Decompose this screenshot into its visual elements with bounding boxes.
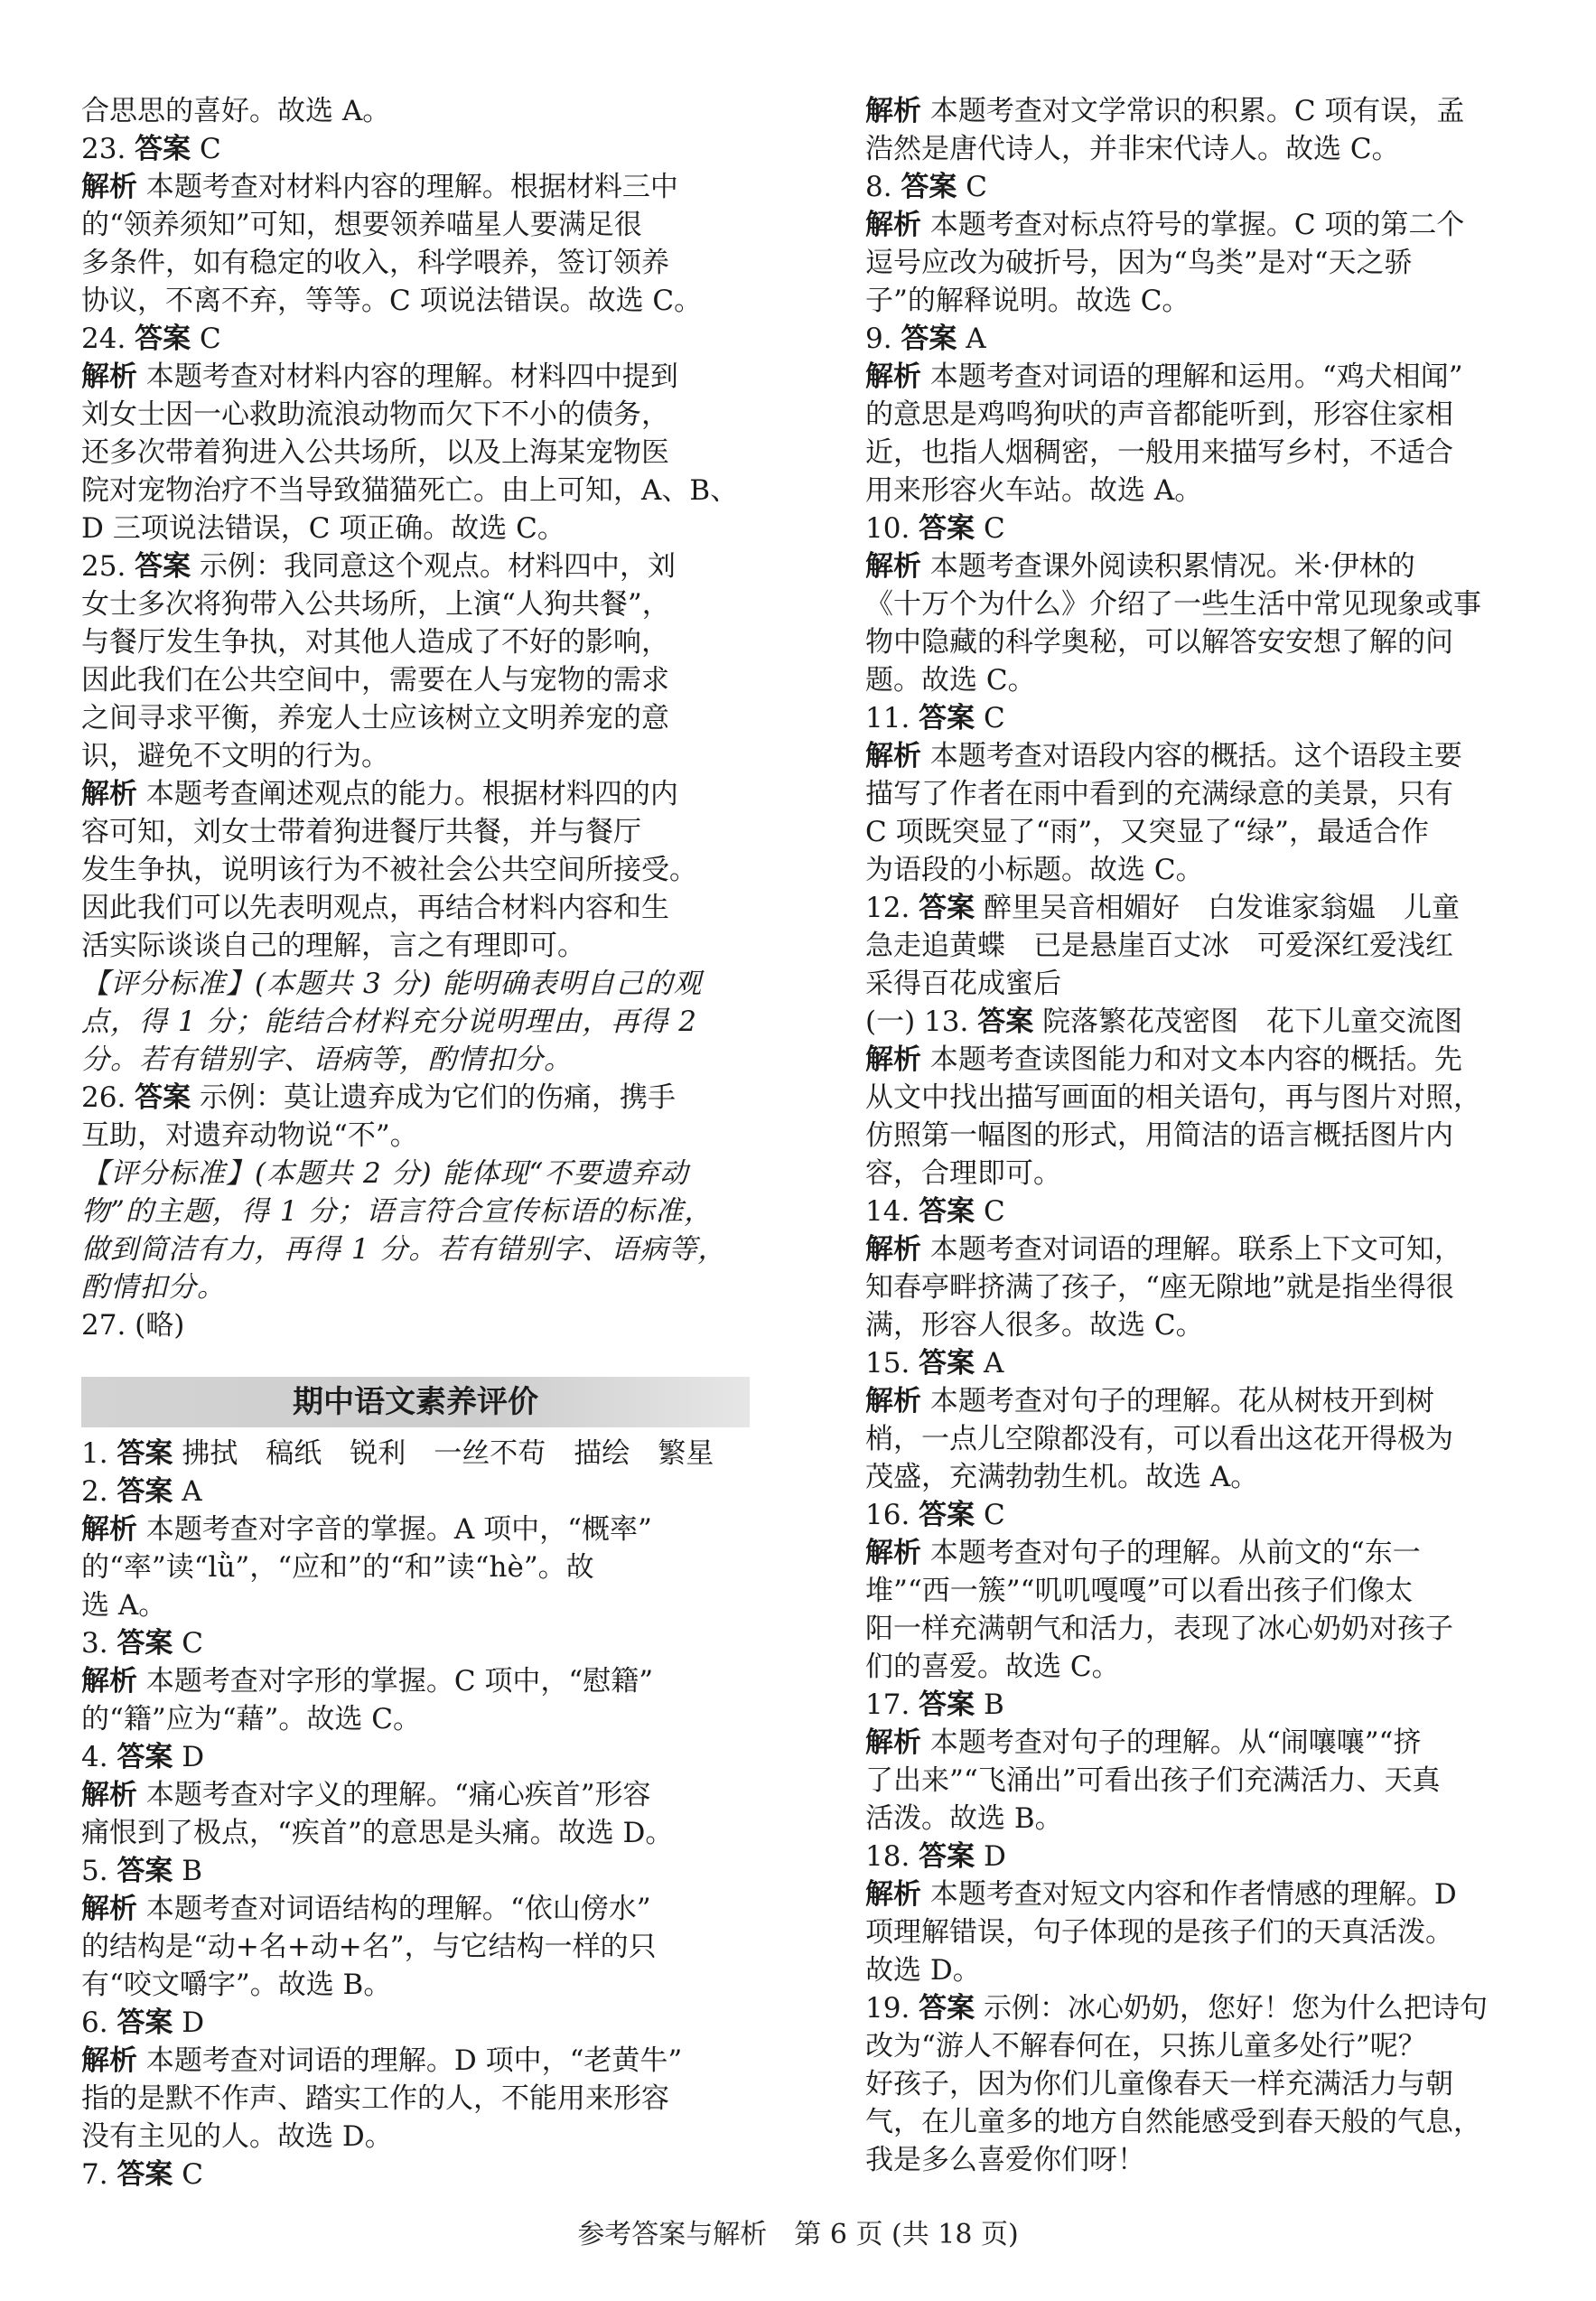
text-line	[865, 547, 1534, 585]
analysis-label: 解析	[81, 2044, 137, 2077]
text-line	[81, 1548, 750, 1586]
line-text: 有“咬文嚼字”。故选 B。	[81, 1969, 392, 2001]
text-line	[865, 1838, 1534, 1875]
text-line	[81, 1511, 750, 1548]
right-column-lines	[865, 92, 1534, 2179]
text-line	[81, 510, 750, 547]
line-text: 示例：莫让遗弃成为它们的伤痛，携手	[200, 1081, 677, 1114]
answer-label: 答案	[901, 323, 957, 355]
answer-label: 答案	[135, 323, 191, 355]
question-number: 14.	[865, 1195, 919, 1228]
text-line	[865, 396, 1534, 434]
line-text: 27. (略)	[81, 1309, 185, 1342]
line-text: 本题考查对句子的理解。从前文的“东一	[929, 1537, 1421, 1569]
left-column-part-2	[81, 1435, 750, 2193]
line-text: 题。故选 C。	[865, 664, 1036, 697]
line-text: 本题考查对词语的理解。D 项中，“老黄牛”	[145, 2044, 683, 2077]
line-text: 《十万个为什么》介绍了一些生活中常见现象或事	[865, 588, 1481, 621]
text-line	[865, 1382, 1534, 1420]
line-text: 痛恨到了极点，“疾首”的意思是头痛。故选 D。	[81, 1817, 674, 1849]
line-text: 院落繁花茂密图 花下儿童交流图	[1042, 1006, 1463, 1038]
line-text: 本题考查对文学常识的积累。C 项有误，孟	[929, 95, 1465, 127]
line-text: C	[984, 702, 1005, 734]
analysis-label: 解析	[865, 1385, 921, 1417]
analysis-label: 解析	[865, 1726, 921, 1759]
line-text: 用来形容火车站。故选 A。	[865, 474, 1203, 507]
text-line	[81, 1155, 750, 1193]
text-line	[81, 1435, 750, 1473]
line-text: C 项既突显了“雨”，又突显了“绿”，最适合作	[865, 816, 1429, 848]
text-line	[865, 1800, 1534, 1838]
line-text: 酌情扣分。	[81, 1271, 226, 1304]
text-line	[865, 2027, 1534, 2065]
text-line	[81, 92, 750, 130]
line-text: 还多次带着狗进入公共场所，以及上海某宠物医	[81, 436, 669, 469]
line-text: 堆”“西一簇”“叽叽嘎嘎”可以看出孩子们像太	[865, 1575, 1414, 1607]
line-text: 本题考查对短文内容和作者情感的理解。D	[929, 1878, 1457, 1911]
line-text: 阳一样充满朝气和活力，表现了冰心奶奶对孩子	[865, 1613, 1453, 1645]
text-line	[865, 92, 1534, 130]
text-line	[81, 1852, 750, 1890]
line-text: 的结构是“动+名+动+名”，与它结构一样的只	[81, 1931, 657, 1963]
line-text: 协议，不离不弃，等等。C 项说法错误。故选 C。	[81, 285, 703, 317]
line-text: 做到简洁有力，再得 1 分。若有错别字、语病等，	[81, 1233, 727, 1266]
text-line	[81, 1624, 750, 1662]
text-line	[865, 965, 1534, 1003]
line-text: 们的喜爱。故选 C。	[865, 1651, 1120, 1683]
line-text: C	[984, 1499, 1005, 1531]
line-text: 示例：冰心奶奶，您好！您为什么把诗句	[984, 1992, 1489, 2025]
text-line	[865, 1989, 1534, 2027]
line-text: 近，也指人烟稠密，一般用来描写乡村，不适合	[865, 436, 1453, 469]
line-text: 拂拭 稿纸 锐利 一丝不苟 描绘 繁星	[182, 1437, 714, 1470]
answer-label: 答案	[135, 1081, 191, 1114]
analysis-label: 解析	[865, 209, 921, 241]
text-line	[865, 1534, 1534, 1572]
text-line	[81, 282, 750, 320]
text-line	[865, 737, 1534, 775]
text-line	[81, 737, 750, 775]
text-line	[865, 1610, 1534, 1648]
line-text: C	[984, 1195, 1005, 1228]
text-line	[81, 661, 750, 699]
line-text: 本题考查对字义的理解。“痛心疾首”形容	[145, 1779, 651, 1811]
line-text: 没有主见的人。故选 D。	[81, 2120, 393, 2153]
line-text: 项理解错误，句子体现的是孩子们的天真活泼。	[865, 1916, 1453, 1949]
line-text: 识，避免不文明的行为。	[81, 740, 389, 772]
question-number: 19.	[865, 1992, 919, 2025]
text-line	[81, 1776, 750, 1814]
text-line	[81, 1890, 750, 1928]
line-text: 【评分标准】(本题共 3 分) 能明确表明自己的观	[81, 968, 703, 1000]
line-text: C	[182, 2158, 204, 2191]
line-text: C	[966, 171, 988, 203]
text-line	[865, 1230, 1534, 1268]
question-number: 12.	[865, 892, 919, 924]
line-text: 的“率”读“lǜ”，“应和”的“和”读“hè”。故	[81, 1551, 594, 1584]
line-text: 故选 D。	[865, 1954, 981, 1987]
text-line	[865, 244, 1534, 282]
text-line	[81, 2080, 750, 2118]
text-line	[865, 1686, 1534, 1724]
text-line	[865, 1155, 1534, 1193]
answer-label: 答案	[117, 2006, 173, 2039]
text-line	[865, 813, 1534, 851]
line-text: 本题考查对词语的理解和运用。“鸡犬相闻”	[929, 360, 1463, 393]
line-text: 为语段的小标题。故选 C。	[865, 854, 1204, 886]
text-line	[81, 1473, 750, 1511]
question-number: 17.	[865, 1688, 919, 1721]
line-text: 女士多次将狗带入公共场所，上演“人狗共餐”，	[81, 588, 670, 621]
text-line	[81, 434, 750, 472]
text-line	[81, 1117, 750, 1155]
text-line	[865, 775, 1534, 813]
text-line	[81, 1586, 750, 1624]
line-text: 的“籍”应为“藉”。故选 C。	[81, 1703, 421, 1735]
line-text: 本题考查对句子的理解。从“闹嚷嚷”“挤	[929, 1726, 1422, 1759]
line-text: 发生争执，说明该行为不被社会公共空间所接受。	[81, 854, 697, 886]
line-text: 因此我们可以先表明观点，再结合材料内容和生	[81, 892, 669, 924]
text-line	[81, 1230, 750, 1268]
text-line	[865, 699, 1534, 737]
line-text: A	[984, 1347, 1004, 1380]
answer-label: 答案	[919, 1347, 975, 1380]
answer-label: 答案	[919, 1195, 975, 1228]
text-line	[81, 1041, 750, 1079]
question-number: 7.	[81, 2158, 117, 2191]
text-line	[81, 889, 750, 927]
line-text: D	[182, 1741, 205, 1773]
answer-label: 答案	[919, 1688, 975, 1721]
text-line	[81, 2118, 750, 2156]
text-line	[81, 2042, 750, 2080]
line-text: 本题考查课外阅读积累情况。米·伊林的	[929, 550, 1415, 583]
question-number: 6.	[81, 2006, 117, 2039]
text-line	[81, 244, 750, 282]
analysis-label: 解析	[81, 778, 137, 810]
line-text: D	[182, 2006, 205, 2039]
answer-label: 答案	[919, 1499, 975, 1531]
answer-label: 答案	[135, 550, 191, 583]
text-line	[865, 1572, 1534, 1610]
text-line	[81, 585, 750, 623]
text-line	[81, 472, 750, 510]
text-line	[865, 320, 1534, 358]
analysis-label: 解析	[865, 95, 921, 127]
line-text: C	[182, 1627, 204, 1660]
text-line	[865, 1079, 1534, 1117]
line-text: 活实际谈谈自己的理解，言之有理即可。	[81, 930, 585, 962]
line-text: 本题考查对句子的理解。花从树枝开到树	[929, 1385, 1434, 1417]
analysis-label: 解析	[81, 1893, 137, 1925]
line-text: 茂盛，充满勃勃生机。故选 A。	[865, 1461, 1259, 1493]
line-text: A	[182, 1475, 202, 1508]
text-line	[81, 927, 750, 965]
text-line	[865, 2103, 1534, 2141]
answer-label: 答案	[117, 2158, 173, 2191]
line-text: 容，合理即可。	[865, 1157, 1061, 1190]
line-text: 互助，对遗弃动物说“不”。	[81, 1119, 418, 1152]
analysis-label: 解析	[865, 1537, 921, 1569]
line-text: 点，得 1 分；能结合材料充分说明理由，再得 2	[81, 1006, 698, 1038]
text-line	[81, 851, 750, 889]
text-line	[81, 775, 750, 813]
answer-label: 答案	[919, 892, 975, 924]
answer-label: 答案	[135, 133, 191, 165]
text-line	[81, 1268, 750, 1306]
question-number: 1.	[81, 1437, 117, 1470]
line-text: 子”的解释说明。故选 C。	[865, 285, 1190, 317]
text-line	[81, 206, 750, 244]
line-text: 从文中找出描写画面的相关语句，再与图片对照，	[865, 1081, 1481, 1114]
text-line	[81, 1079, 750, 1117]
text-line	[865, 1913, 1534, 1951]
line-text: 多条件，如有稳定的收入，科学喂养，签订领养	[81, 247, 669, 279]
text-line	[81, 547, 750, 585]
text-line	[865, 927, 1534, 965]
text-line	[865, 472, 1534, 510]
line-text: 分。若有错别字、语病等，酌情扣分。	[81, 1043, 573, 1076]
analysis-label: 解析	[81, 171, 137, 203]
line-text: 物”的主题，得 1 分；语言符合宣传标语的标准，	[81, 1195, 714, 1228]
text-line	[865, 510, 1534, 547]
text-line	[865, 130, 1534, 168]
text-line	[865, 1193, 1534, 1230]
text-line	[865, 1762, 1534, 1800]
text-line	[81, 1928, 750, 1966]
line-text: A	[966, 323, 986, 355]
text-line	[865, 1306, 1534, 1344]
answer-label: 答案	[919, 702, 975, 734]
text-line	[865, 851, 1534, 889]
question-number: 5.	[81, 1855, 117, 1887]
line-text: 采得百花成蜜后	[865, 968, 1061, 1000]
line-text: 本题考查阐述观点的能力。根据材料四的内	[145, 778, 678, 810]
line-text: 与餐厅发生争执，对其他人造成了不好的影响，	[81, 626, 669, 659]
question-number: 2.	[81, 1475, 117, 1508]
question-number: (一) 13.	[865, 1006, 978, 1038]
analysis-label: 解析	[81, 1779, 137, 1811]
text-line	[81, 358, 750, 396]
line-text: 知春亭畔挤满了孩子，“座无隙地”就是指坐得很	[865, 1271, 1454, 1304]
line-text: 满，形容人很多。故选 C。	[865, 1309, 1204, 1342]
text-line	[81, 2004, 750, 2042]
text-line	[81, 1700, 750, 1738]
line-text: 活泼。故选 B。	[865, 1802, 1063, 1835]
line-text: 本题考查读图能力和对文本内容的概括。先	[929, 1043, 1462, 1076]
line-text: 的意思是鸡鸣狗吠的声音都能听到，形容住家相	[865, 398, 1453, 431]
text-line	[81, 1738, 750, 1776]
question-number: 24.	[81, 323, 135, 355]
line-text: 本题考查对语段内容的概括。这个语段主要	[929, 740, 1462, 772]
analysis-label: 解析	[865, 550, 921, 583]
question-number: 26.	[81, 1081, 135, 1114]
line-text: 本题考查对字音的掌握。A 项中，“概率”	[145, 1513, 652, 1546]
text-line	[81, 1662, 750, 1700]
text-line	[865, 1648, 1534, 1686]
line-text: 逗号应改为破折号，因为“鸟类”是对“天之骄	[865, 247, 1413, 279]
line-text: 刘女士因一心救助流浪动物而欠下不小的债务，	[81, 398, 669, 431]
analysis-label: 解析	[865, 360, 921, 393]
text-line	[865, 168, 1534, 206]
text-line	[865, 1724, 1534, 1762]
line-text: 浩然是唐代诗人，并非宋代诗人。故选 C。	[865, 133, 1400, 165]
question-number: 4.	[81, 1741, 117, 1773]
text-line	[865, 2065, 1534, 2103]
line-text: D 三项说法错误，C 项正确。故选 C。	[81, 512, 565, 545]
answer-label: 答案	[117, 1855, 173, 1887]
left-column-part-1	[81, 92, 750, 1344]
text-line	[865, 434, 1534, 472]
line-text: 梢，一点儿空隙都没有，可以看出这花开得极为	[865, 1423, 1453, 1455]
question-number: 16.	[865, 1499, 919, 1531]
text-line	[865, 889, 1534, 927]
answer-label: 答案	[919, 1992, 975, 2025]
text-line	[81, 168, 750, 206]
line-text: D	[984, 1840, 1006, 1873]
line-text: 容可知，刘女士带着狗进餐厅共餐，并与餐厅	[81, 816, 641, 848]
text-line	[81, 1814, 750, 1852]
line-text: 合思思的喜好。故选 A。	[81, 95, 391, 127]
analysis-label: 解析	[865, 740, 921, 772]
line-text: 院对宠物治疗不当导致猫猫死亡。由上可知，A、B、	[81, 474, 739, 507]
line-text: 本题考查对材料内容的理解。材料四中提到	[145, 360, 678, 393]
answer-label: 答案	[117, 1741, 173, 1773]
text-line	[865, 1041, 1534, 1079]
question-number: 9.	[865, 323, 901, 355]
right-column	[865, 92, 1534, 2179]
line-text: C	[200, 323, 221, 355]
answer-label: 答案	[919, 512, 975, 545]
text-line	[865, 1496, 1534, 1534]
text-line	[865, 623, 1534, 661]
text-line	[865, 1458, 1534, 1496]
line-text: 气，在儿童多的地方自然能感受到春天般的气息，	[865, 2106, 1481, 2138]
text-line	[81, 699, 750, 737]
line-text: 了出来”“飞涌出”可看出孩子们充满活力、天真	[865, 1764, 1441, 1797]
text-line	[81, 623, 750, 661]
text-line	[865, 1951, 1534, 1989]
analysis-label: 解析	[865, 1233, 921, 1266]
line-text: B	[182, 1855, 203, 1887]
text-line	[81, 1193, 750, 1230]
analysis-label: 解析	[81, 1513, 137, 1546]
text-line	[865, 282, 1534, 320]
line-text: 醉里吴音相媚好 白发谁家翁媪 儿童	[984, 892, 1461, 924]
page-footer: 参考答案与解析 第 6 页 (共 18 页)	[577, 2219, 1019, 2250]
line-text: 本题考查对标点符号的掌握。C 项的第二个	[929, 209, 1465, 241]
text-line	[81, 965, 750, 1003]
question-number: 18.	[865, 1840, 919, 1873]
line-text: 之间寻求平衡，养宠人士应该树立文明养宠的意	[81, 702, 669, 734]
text-line	[81, 320, 750, 358]
question-number: 10.	[865, 512, 919, 545]
text-line	[81, 130, 750, 168]
line-text: 本题考查对字形的掌握。C 项中，“慰籍”	[145, 1665, 654, 1698]
question-number: 11.	[865, 702, 919, 734]
question-number: 25.	[81, 550, 135, 583]
answer-label: 答案	[977, 1006, 1034, 1038]
text-line	[81, 1003, 750, 1041]
text-line	[865, 206, 1534, 244]
line-text: 的“领养须知”可知，想要领养喵星人要满足很	[81, 209, 642, 241]
text-line	[865, 1420, 1534, 1458]
line-text: 描写了作者在雨中看到的充满绿意的美景，只有	[865, 778, 1453, 810]
line-text: 好孩子，因为你们儿童像春天一样充满活力与朝	[865, 2068, 1453, 2100]
line-text: 指的是默不作声、踏实工作的人，不能用来形容	[81, 2082, 669, 2115]
text-line	[81, 1306, 750, 1344]
line-text: C	[200, 133, 221, 165]
line-text: 我是多么喜爱你们呀！	[865, 2144, 1145, 2176]
answer-label: 答案	[117, 1475, 173, 1508]
answer-label: 答案	[919, 1840, 975, 1873]
line-text: 本题考查对词语结构的理解。“依山傍水”	[145, 1893, 651, 1925]
question-number: 8.	[865, 171, 901, 203]
text-line	[81, 1966, 750, 2004]
analysis-label: 解析	[81, 360, 137, 393]
text-line	[865, 1875, 1534, 1913]
text-line	[865, 1344, 1534, 1382]
answer-label: 答案	[117, 1437, 173, 1470]
text-line	[865, 2141, 1534, 2179]
line-text: B	[984, 1688, 1004, 1721]
left-column	[81, 92, 750, 2193]
text-line	[865, 661, 1534, 699]
line-text: 示例：我同意这个观点。材料四中，刘	[200, 550, 677, 583]
text-line	[81, 396, 750, 434]
question-number: 23.	[81, 133, 135, 165]
line-text: 因此我们在公共空间中，需要在人与宠物的需求	[81, 664, 669, 697]
text-line	[865, 358, 1534, 396]
text-line	[865, 1117, 1534, 1155]
line-text: 选 A。	[81, 1589, 167, 1622]
question-number: 3.	[81, 1627, 117, 1660]
line-text: C	[984, 512, 1005, 545]
analysis-label: 解析	[865, 1878, 921, 1911]
text-line	[865, 1268, 1534, 1306]
text-line	[81, 2156, 750, 2193]
text-line	[865, 585, 1534, 623]
line-text: 物中隐藏的科学奥秘，可以解答安安想了解的问	[865, 626, 1453, 659]
line-text: 仿照第一幅图的形式，用简洁的语言概括图片内	[865, 1119, 1453, 1152]
line-text: 改为“游人不解春何在，只拣儿童多处行”呢？	[865, 2030, 1426, 2062]
text-line	[81, 813, 750, 851]
line-text: 本题考查对词语的理解。联系上下文可知，	[929, 1233, 1462, 1266]
answer-label: 答案	[117, 1627, 173, 1660]
analysis-label: 解析	[81, 1665, 137, 1698]
section-banner: 期中语文素养评价	[81, 1377, 750, 1427]
line-text: 【评分标准】(本题共 2 分) 能体现“不要遗弃动	[81, 1157, 689, 1190]
text-line	[865, 1003, 1534, 1041]
line-text: 急走追黄蝶 已是悬崖百丈冰 可爱深红爱浅红	[865, 930, 1453, 962]
analysis-label: 解析	[865, 1043, 921, 1076]
answer-label: 答案	[901, 171, 957, 203]
question-number: 15.	[865, 1347, 919, 1380]
line-text: 本题考查对材料内容的理解。根据材料三中	[145, 171, 678, 203]
